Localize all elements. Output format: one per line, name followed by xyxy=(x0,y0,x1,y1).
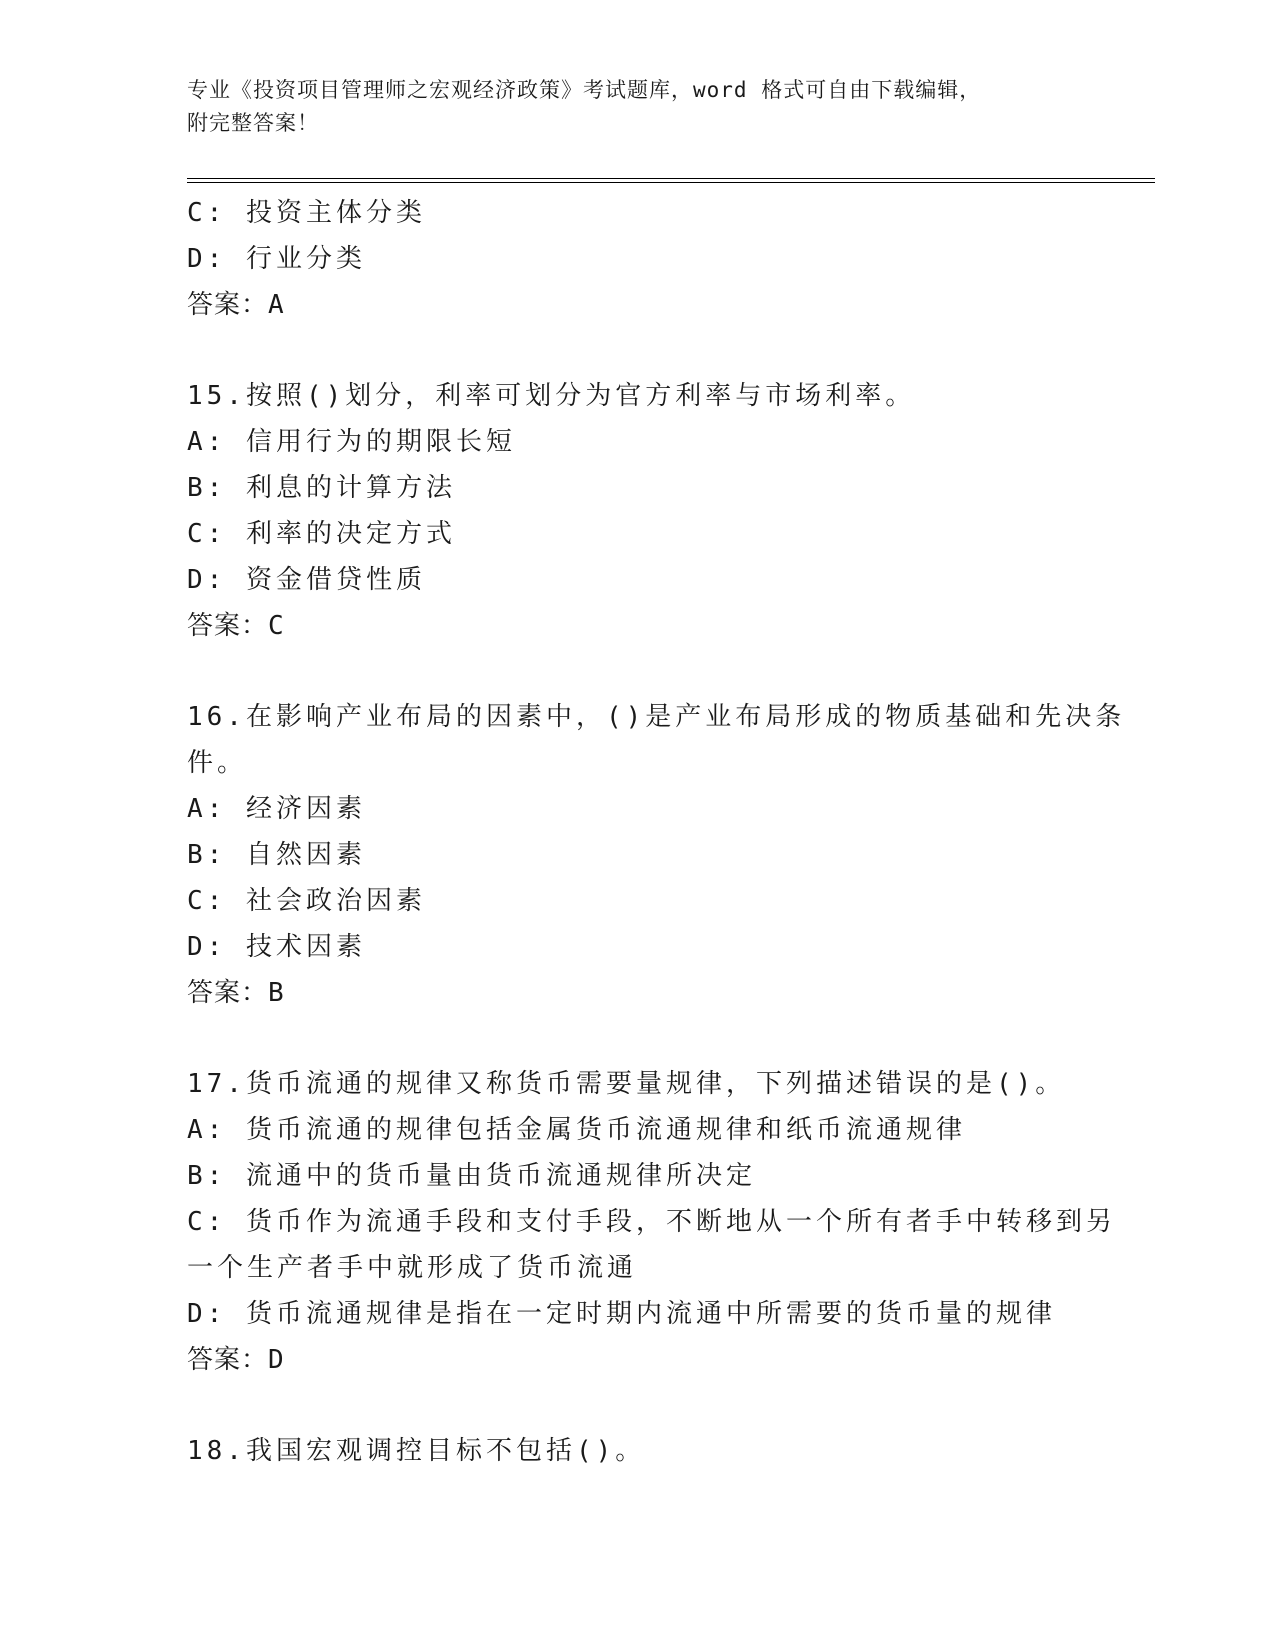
header-divider-bottom xyxy=(187,182,1155,183)
answer-value: B xyxy=(268,978,285,1008)
option-d: D: 货币流通规律是指在一定时期内流通中所需要的货币量的规律 xyxy=(187,1299,1056,1329)
question-stem: 15.按照()划分，利率可划分为官方利率与市场利率。 xyxy=(187,381,916,411)
answer-value: C xyxy=(268,611,285,641)
page-header xyxy=(187,74,1087,140)
answer-value: D xyxy=(268,1345,285,1375)
question-14 xyxy=(187,190,1087,328)
header-line-2: 附完整答案！ xyxy=(187,111,319,135)
question-16 xyxy=(187,694,1126,1016)
option-c: C: 利率的决定方式 xyxy=(187,519,456,549)
option-a: A: 经济因素 xyxy=(187,794,366,824)
answer-label: 答案： xyxy=(187,1345,269,1375)
question-17 xyxy=(187,1061,1116,1383)
answer-label: 答案： xyxy=(187,290,269,320)
question-list xyxy=(187,190,1126,1474)
question-18 xyxy=(187,1428,1087,1474)
option-b: B: 自然因素 xyxy=(187,840,366,870)
option-d: D: 技术因素 xyxy=(187,932,366,962)
option-c: C: 社会政治因素 xyxy=(187,886,426,916)
answer xyxy=(187,1337,1087,1383)
spacer xyxy=(187,328,1087,373)
option-b: B: 流通中的货币量由货币流通规律所决定 xyxy=(187,1161,756,1191)
answer xyxy=(187,603,1087,649)
header-line-1: 专业《投资项目管理师之宏观经济政策》考试题库，word 格式可自由下载编辑， xyxy=(187,78,982,102)
answer xyxy=(187,282,1087,328)
header-divider-top xyxy=(187,178,1155,179)
option-c-line-2: 一个生产者手中就形成了货币流通 xyxy=(187,1253,638,1283)
option-a: A: 信用行为的期限长短 xyxy=(187,427,516,457)
spacer xyxy=(187,1016,1087,1061)
question-stem-line-1: 16.在影响产业布局的因素中，()是产业布局形成的物质基础和先决条 xyxy=(187,702,1126,732)
question-stem: 17.货币流通的规律又称货币需要量规律，下列描述错误的是()。 xyxy=(187,1069,1066,1099)
question-stem-line-2: 件。 xyxy=(187,748,248,778)
question-15 xyxy=(187,373,1087,649)
option-c: C: 投资主体分类 xyxy=(187,198,426,228)
question-stem: 18.我国宏观调控目标不包括()。 xyxy=(187,1436,646,1466)
option-d: D: 行业分类 xyxy=(187,244,366,274)
answer-label: 答案： xyxy=(187,611,269,641)
option-d: D: 资金借贷性质 xyxy=(187,565,426,595)
option-c-line-1: C: 货币作为流通手段和支付手段，不断地从一个所有者手中转移到另 xyxy=(187,1207,1116,1237)
answer xyxy=(187,970,1087,1016)
answer-value: A xyxy=(268,290,285,320)
spacer xyxy=(187,649,1087,694)
spacer xyxy=(187,1383,1087,1428)
option-b: B: 利息的计算方法 xyxy=(187,473,456,503)
option-a: A: 货币流通的规律包括金属货币流通规律和纸币流通规律 xyxy=(187,1115,966,1145)
answer-label: 答案： xyxy=(187,978,269,1008)
